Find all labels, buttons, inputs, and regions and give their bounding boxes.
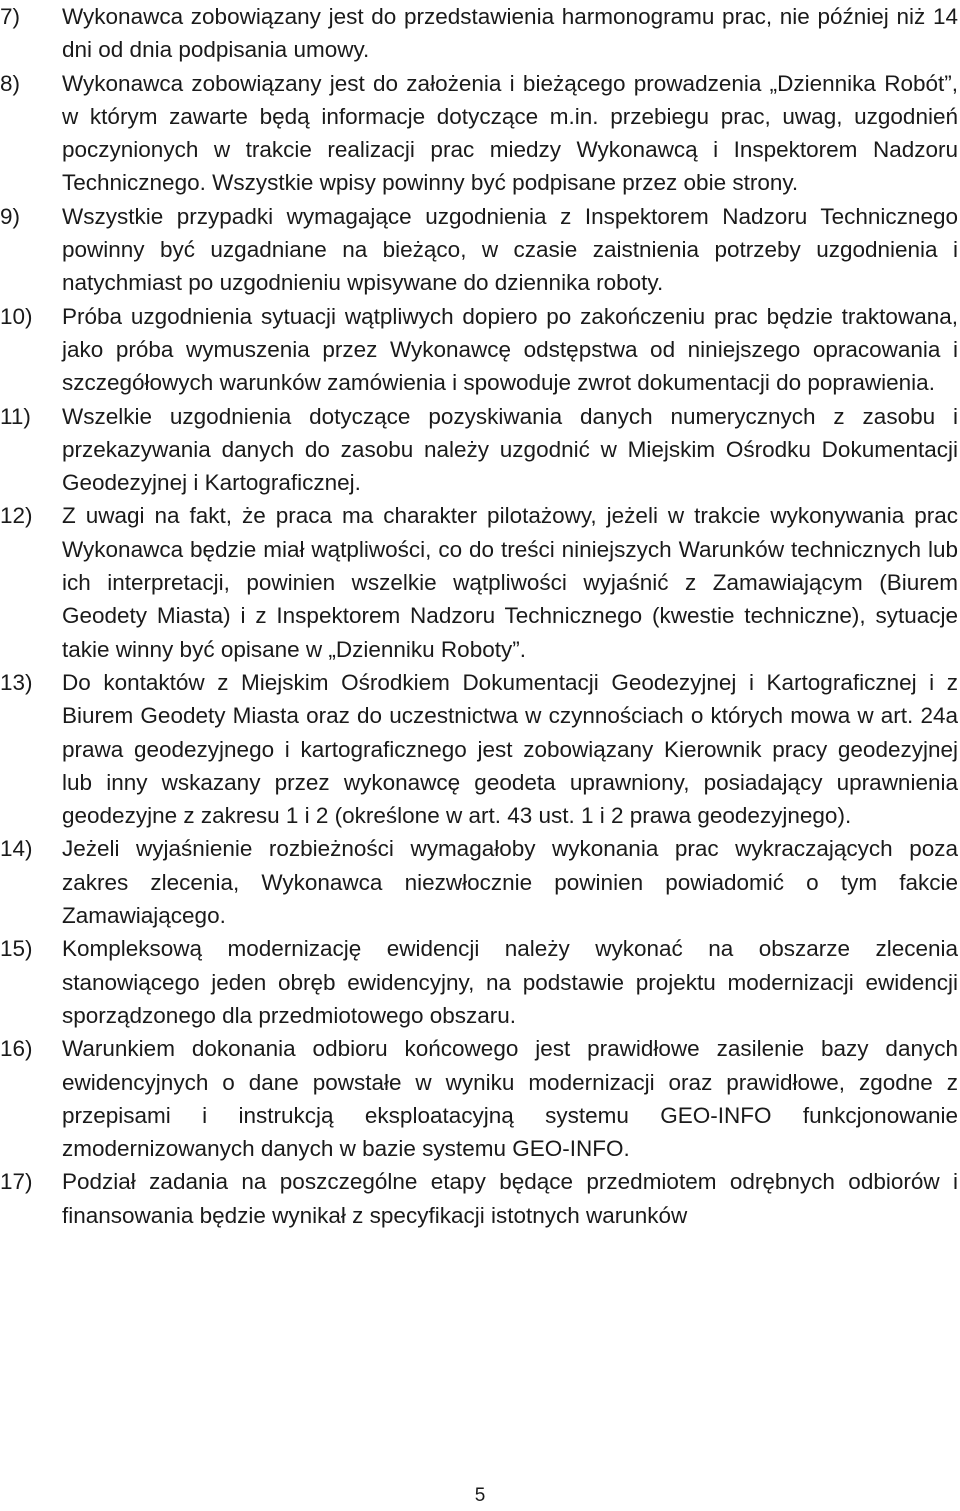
list-item: [0, 1032, 958, 1165]
list-item: [0, 499, 958, 665]
list-item-text: Podział zadania na poszczególne etapy będące przedmiotem odrębnych odbiorów i finansowania będzie wynikał z specyfikacji istotnych warunków: [62, 1169, 958, 1228]
list-item-number: 13): [0, 669, 33, 695]
list-item-number: 12): [0, 503, 33, 529]
list-item-number: 10): [0, 303, 33, 329]
list-item-number: 15): [0, 936, 33, 962]
list-item: [0, 67, 958, 200]
list-item-text: Wykonawca zobowiązany jest do przedstawienia harmonogramu prac, nie później niż 14 dni od dnia podpisania umowy.: [62, 4, 958, 63]
list-item: [0, 666, 958, 832]
list-item-number: 9): [0, 203, 21, 229]
list-item-text: Warunkiem dokonania odbioru końcowego jest prawidłowe zasilenie bazy danych ewidencyjnych o dane powstałe w wyniku modernizacji oraz prawidłowe, zgodne z przepisami i instrukcją eksploatacyjną systemu GEO-INFO funkcjonowanie zmodernizowanych danych w bazie systemu GEO-INFO.: [62, 1036, 958, 1162]
list-item: [0, 0, 958, 67]
list-item-text: Próba uzgodnienia sytuacji wątpliwych dopiero po zakończeniu prac będzie traktowana, jako próba wymuszenia przez Wykonawcę odstępstwa od niniejszego opracowania i szczegółowych warunków zamówienia i spowoduje zwrot dokumentacji do poprawienia.: [62, 303, 958, 396]
list-item: [0, 300, 958, 400]
list-item: [0, 200, 958, 300]
list-item: [0, 832, 958, 932]
list-item-text: Wszystkie przypadki wymagające uzgodnienia z Inspektorem Nadzoru Technicznego powinny być uzgadniane na bieżąco, w czasie zaistnienia potrzeby uzgodnienia i natychmiast po uzgodnieniu wpisywane do dziennika roboty.: [62, 203, 958, 296]
list-item-text: Wykonawca zobowiązany jest do założenia i bieżącego prowadzenia „Dziennika Robót”, w którym zawarte będą informacje dotyczące m.in. przebiegu prac, uwag, uzgodnień poczynionych w trakcie realizacji prac miedzy Wykonawcą i Inspektorem Nadzoru Technicznego. Wszystkie wpisy powinny być podpisane przez obie strony.: [62, 70, 958, 196]
list-item-number: 16): [0, 1036, 33, 1062]
list-item-number: 8): [0, 70, 21, 96]
page-number: 5: [474, 1485, 486, 1506]
list-item-text: Z uwagi na fakt, że praca ma charakter pilotażowy, jeżeli w trakcie wykonywania prac Wykonawca będzie miał wątpliwości, co do treści niniejszych Warunków technicznych lub ich interpretacji, powinien wszelkie wątpliwości wyjaśnić z Zamawiającym (Biurem Geodety Miasta) i z Inspektorem Nadzoru Technicznego (kwestie techniczne), sytuacje takie winny być opisane w „Dzienniku Roboty”.: [62, 503, 958, 662]
list-item-number: 17): [0, 1169, 33, 1195]
list-item-number: 11): [0, 403, 31, 429]
list-item-text: Jeżeli wyjaśnienie rozbieżności wymagałoby wykonania prac wykraczających poza zakres zlecenia, Wykonawca niezwłocznie powinien powiadomić o tym fakcie Zamawiającego.: [62, 836, 958, 929]
list-item-text: Do kontaktów z Miejskim Ośrodkiem Dokumentacji Geodezyjnej i Kartograficznej i z Biurem Geodety Miasta oraz do uczestnictwa w czynnościach o których mowa w art. 24a prawa geodezyjnego i kartograficznego jest zobowiązany Kierownik pracy geodezyjnej lub inny wskazany przez wykonawcę geodeta uprawniony, posiadający uprawnienia geodezyjne z zakresu 1 i 2 (określone w art. 43 ust. 1 i 2 prawa geodezyjnego).: [62, 669, 958, 829]
list-item-text: Kompleksową modernizację ewidencji należy wykonać na obszarze zlecenia stanowiącego jeden obręb ewidencyjny, na podstawie projektu modernizacji ewidencji sporządzonego dla przedmiotowego obszaru.: [62, 936, 958, 1028]
list-item-number: 7): [0, 4, 21, 29]
list-item: [0, 1165, 958, 1232]
list-item: [0, 932, 958, 1032]
list-item-number: 14): [0, 836, 33, 862]
list-item: [0, 400, 958, 500]
list-item-text: Wszelkie uzgodnienia dotyczące pozyskiwania danych numerycznych z zasobu i przekazywania danych do zasobu należy uzgodnić w Miejskim Ośrodku Dokumentacji Geodezyjnej i Kartograficznej.: [62, 403, 958, 496]
